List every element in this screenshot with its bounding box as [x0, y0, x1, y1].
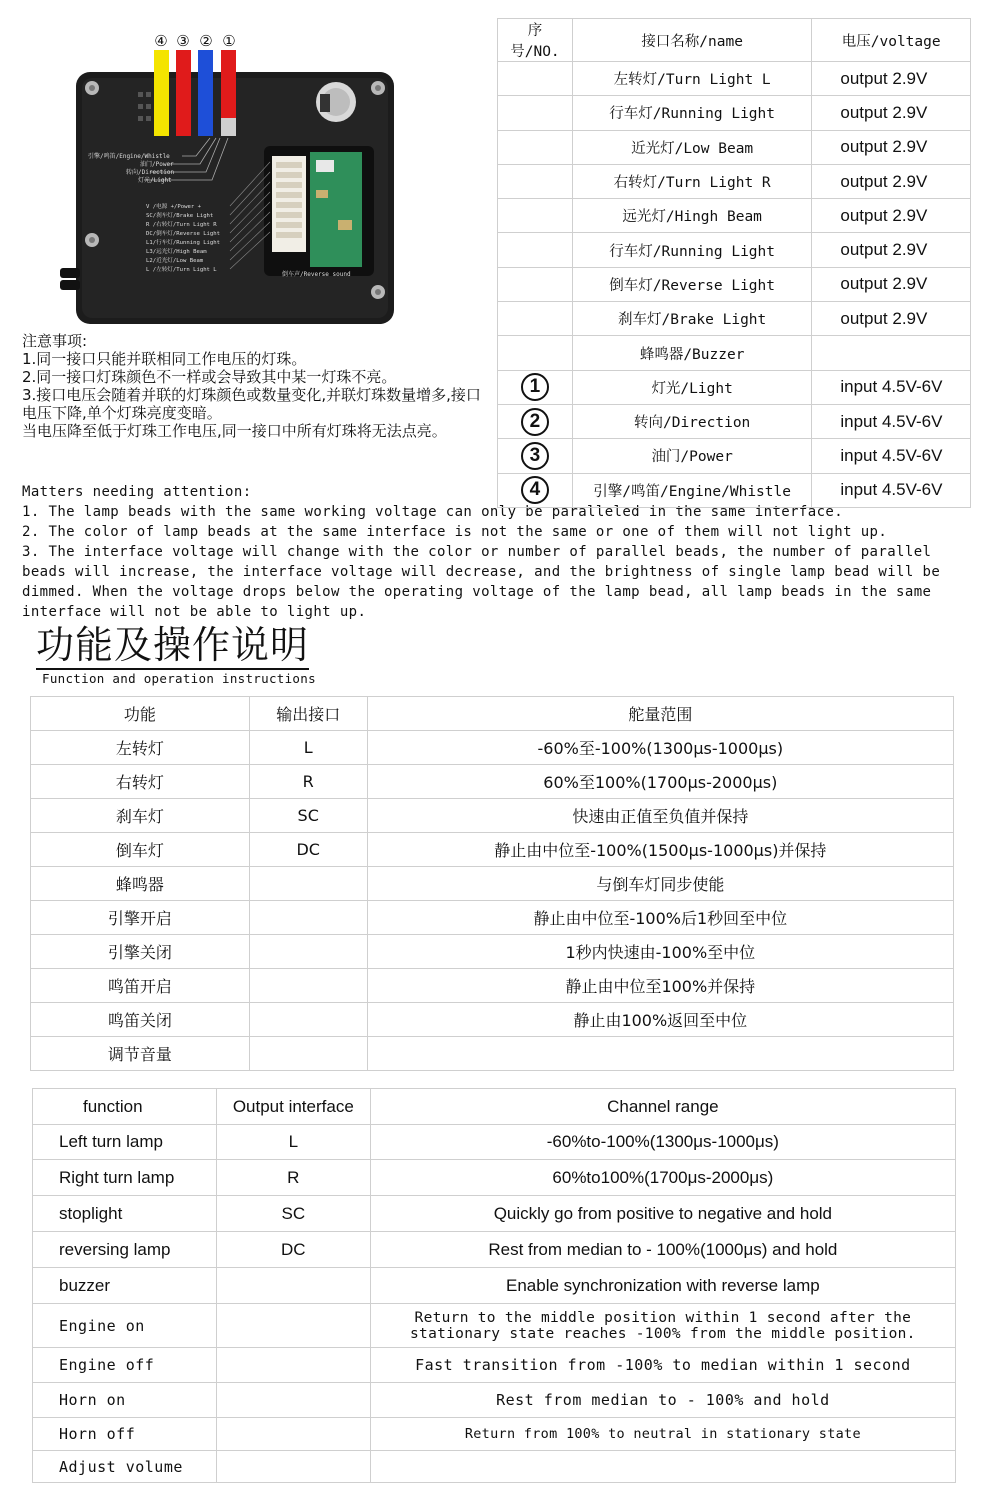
- function-table-chinese: [30, 696, 954, 1071]
- no-cell: [498, 404, 573, 438]
- note-line: 3. The interface voltage will change with the color or number of parallel beads, the number of parallel beads will increase, the interface voltage will decrease, and the brightness of single lamp bead will be dimmed. When the voltage drops below the operating voltage of the lamp bead, all lamp beads in the same interface will not be able to light up.: [22, 544, 941, 620]
- no-cell: [498, 199, 573, 233]
- voltage-cell: output 2.9V: [812, 96, 971, 130]
- range-cell: 静止由100%返回至中位: [367, 1003, 953, 1037]
- table-row: [31, 1037, 954, 1071]
- case-label: 倒车声/Reverse sound: [282, 271, 351, 278]
- range-cell: Rest from median to - 100% and hold: [370, 1383, 955, 1418]
- table-row: [498, 336, 971, 370]
- range-cell: Quickly go from positive to negative and hold: [370, 1196, 955, 1232]
- table-row: [498, 439, 971, 473]
- output-cell: L: [216, 1125, 370, 1160]
- table-row: [498, 302, 971, 336]
- note-line: 3.接口电压会随着并联的灯珠颜色或数量变化,并联灯珠数量增多,接口电压下降,单个灯珠亮度变暗。: [22, 386, 481, 422]
- range-cell: -60%至-100%(1300μs-1000μs): [367, 731, 953, 765]
- function-cell: 引擎开启: [31, 901, 250, 935]
- range-cell: 1秒内快速由-100%至中位: [367, 935, 953, 969]
- function-cell: 右转灯: [31, 765, 250, 799]
- voltage-cell: output 2.9V: [812, 130, 971, 164]
- notes-title: Matters needing attention:: [22, 484, 252, 500]
- output-cell: [216, 1418, 370, 1451]
- no-cell: [498, 130, 573, 164]
- wire-blue: [198, 50, 213, 136]
- range-cell: Fast transition from -100% to median within 1 second: [370, 1348, 955, 1383]
- no-cell: [498, 370, 573, 404]
- output-cell: [216, 1383, 370, 1418]
- no-cell: [498, 62, 573, 96]
- controller-photo: [20, 20, 490, 340]
- table-row: [33, 1160, 956, 1196]
- header-cell: 序号/NO.: [498, 19, 573, 62]
- table-row: [33, 1348, 956, 1383]
- header-cell: 输出接口: [249, 697, 367, 731]
- table-header-row: [31, 697, 954, 731]
- range-cell: 静止由中位至-100%后1秒回至中位: [367, 901, 953, 935]
- table-row: [33, 1196, 956, 1232]
- header-cell: Channel range: [370, 1089, 955, 1125]
- no-cell: [498, 233, 573, 267]
- function-cell: Right turn lamp: [33, 1160, 217, 1196]
- table-row: [31, 799, 954, 833]
- table-row: [33, 1232, 956, 1268]
- table-row: [31, 731, 954, 765]
- output-cell: [249, 1037, 367, 1071]
- range-cell: Return to the middle position within 1 second after the stationary state reaches -100% from the middle position.: [370, 1304, 955, 1348]
- function-cell: 蜂鸣器: [31, 867, 250, 901]
- table-row: [33, 1418, 956, 1451]
- table-row: [498, 404, 971, 438]
- section-title: 功能及操作说明: [36, 622, 309, 670]
- function-cell: 调节音量: [31, 1037, 250, 1071]
- table-row: [33, 1268, 956, 1304]
- name-cell: 油门/Power: [572, 439, 811, 473]
- output-cell: [249, 969, 367, 1003]
- range-cell: 快速由正值至负值并保持: [367, 799, 953, 833]
- name-cell: 行车灯/Running Light: [572, 233, 811, 267]
- output-cell: [249, 901, 367, 935]
- name-cell: 刹车灯/Brake Light: [572, 302, 811, 336]
- function-cell: stoplight: [33, 1196, 217, 1232]
- range-cell: [370, 1451, 955, 1483]
- table-row: [31, 833, 954, 867]
- output-cell: R: [216, 1160, 370, 1196]
- function-cell: reversing lamp: [33, 1232, 217, 1268]
- table-row: [31, 1003, 954, 1037]
- section-subtitle: Function and operation instructions: [42, 671, 316, 686]
- output-cell: SC: [216, 1196, 370, 1232]
- function-cell: 左转灯: [31, 731, 250, 765]
- wire-red-2: [221, 50, 236, 122]
- output-cell: DC: [249, 833, 367, 867]
- case-label: 转向/Direction: [126, 169, 175, 176]
- range-cell: Enable synchronization with reverse lamp: [370, 1268, 955, 1304]
- voltage-cell: input 4.5V-6V: [812, 404, 971, 438]
- note-line: 2. The color of lamp beads at the same interface is not the same or one of them will not light up.: [22, 524, 888, 540]
- voltage-cell: [812, 336, 971, 370]
- range-cell: 60%to100%(1700μs-2000μs): [370, 1160, 955, 1196]
- connector-number: ①: [222, 32, 236, 50]
- number-badge: 1: [521, 373, 549, 401]
- range-cell: 60%至100%(1700μs-2000μs): [367, 765, 953, 799]
- header-cell: function: [33, 1089, 217, 1125]
- output-cell: [249, 867, 367, 901]
- output-cell: [216, 1304, 370, 1348]
- function-cell: Horn off: [33, 1418, 217, 1451]
- function-cell: Engine on: [33, 1304, 217, 1348]
- voltage-cell: output 2.9V: [812, 164, 971, 198]
- no-cell: [498, 302, 573, 336]
- number-badge: 4: [521, 476, 549, 504]
- function-cell: 刹车灯: [31, 799, 250, 833]
- note-line: 1.同一接口只能并联相同工作电压的灯珠。: [22, 350, 307, 368]
- connector-number: ②: [199, 32, 213, 50]
- name-cell: 转向/Direction: [572, 404, 811, 438]
- voltage-cell: output 2.9V: [812, 233, 971, 267]
- connector-number: ④: [154, 32, 168, 50]
- name-cell: 引擎/鸣笛/Engine/Whistle: [572, 473, 811, 507]
- function-cell: Engine off: [33, 1348, 217, 1383]
- function-cell: Horn on: [33, 1383, 217, 1418]
- table-row: [498, 96, 971, 130]
- range-cell: 静止由中位至100%并保持: [367, 969, 953, 1003]
- note-line: 1. The lamp beads with the same working voltage can only be paralleled in the same interface.: [22, 504, 844, 520]
- notes-chinese: [22, 332, 487, 440]
- name-cell: 左转灯/Turn Light L: [572, 62, 811, 96]
- table-row: [498, 267, 971, 301]
- table-row: [31, 935, 954, 969]
- table-row: [33, 1125, 956, 1160]
- table-row: [498, 473, 971, 507]
- header-cell: Output interface: [216, 1089, 370, 1125]
- name-cell: 近光灯/Low Beam: [572, 130, 811, 164]
- notes-title: 注意事项:: [22, 332, 88, 350]
- header-cell: 接口名称/name: [572, 19, 811, 62]
- output-cell: [216, 1451, 370, 1483]
- range-cell: -60%to-100%(1300μs-1000μs): [370, 1125, 955, 1160]
- table-row: [33, 1451, 956, 1483]
- voltage-cell: input 4.5V-6V: [812, 473, 971, 507]
- case-label: 灯光/Light: [138, 177, 172, 184]
- name-cell: 倒车灯/Reverse Light: [572, 267, 811, 301]
- case-label: V /电源 +/Power +: [146, 204, 201, 210]
- output-cell: R: [249, 765, 367, 799]
- function-cell: 鸣笛开启: [31, 969, 250, 1003]
- table-header-row: [33, 1089, 956, 1125]
- table-row: [31, 969, 954, 1003]
- header-cell: 舵量范围: [367, 697, 953, 731]
- range-cell: Return from 100% to neutral in stationary state: [370, 1418, 955, 1451]
- range-cell: 与倒车灯同步使能: [367, 867, 953, 901]
- voltage-cell: output 2.9V: [812, 302, 971, 336]
- table-row: [33, 1383, 956, 1418]
- function-table-english: [32, 1088, 956, 1483]
- header-cell: 功能: [31, 697, 250, 731]
- table-row: [31, 901, 954, 935]
- table-row: [498, 164, 971, 198]
- number-badge: 3: [521, 442, 549, 470]
- table-row: [498, 370, 971, 404]
- name-cell: 灯光/Light: [572, 370, 811, 404]
- header-cell: 电压/voltage: [812, 19, 971, 62]
- voltage-cell: output 2.9V: [812, 267, 971, 301]
- table-row: [498, 130, 971, 164]
- case-label: DC/倒车灯/Reverse Light: [146, 231, 221, 237]
- function-cell: 引擎关闭: [31, 935, 250, 969]
- no-cell: [498, 473, 573, 507]
- name-cell: 蜂鸣器/Buzzer: [572, 336, 811, 370]
- output-cell: DC: [216, 1232, 370, 1268]
- case-label: 引擎/鸣笛/Engine/Whistle: [88, 153, 170, 160]
- voltage-cell: output 2.9V: [812, 62, 971, 96]
- voltage-cell: output 2.9V: [812, 199, 971, 233]
- function-cell: 鸣笛关闭: [31, 1003, 250, 1037]
- note-line: 2.同一接口灯珠颜色不一样或会导致其中某一灯珠不亮。: [22, 368, 397, 386]
- range-cell: 静止由中位至-100%(1500μs-1000μs)并保持: [367, 833, 953, 867]
- output-cell: [216, 1348, 370, 1383]
- case-label: L /左转灯/Turn Light L: [146, 267, 217, 273]
- output-cell: [216, 1268, 370, 1304]
- case-label: L1/行车灯/Running Light: [146, 240, 221, 246]
- wire-red: [176, 50, 191, 136]
- case-label: L2/近光灯/Low Beam: [146, 258, 204, 264]
- table-row: [498, 62, 971, 96]
- function-cell: Adjust volume: [33, 1451, 217, 1483]
- voltage-cell: input 4.5V-6V: [812, 439, 971, 473]
- note-line: 当电压降至低于灯珠工作电压,同一接口中所有灯珠将无法点亮。: [22, 422, 447, 440]
- table-row: [498, 199, 971, 233]
- output-cell: [249, 1003, 367, 1037]
- range-cell: Rest from median to - 100%(1000μs) and hold: [370, 1232, 955, 1268]
- range-cell: [367, 1037, 953, 1071]
- connector-number: ③: [176, 32, 190, 50]
- no-cell: [498, 96, 573, 130]
- no-cell: [498, 267, 573, 301]
- table-row: [31, 765, 954, 799]
- output-cell: SC: [249, 799, 367, 833]
- no-cell: [498, 336, 573, 370]
- name-cell: 行车灯/Running Light: [572, 96, 811, 130]
- name-cell: 右转灯/Turn Light R: [572, 164, 811, 198]
- case-label: 油门/Power: [140, 161, 174, 168]
- voltage-cell: input 4.5V-6V: [812, 370, 971, 404]
- table-row: [33, 1304, 956, 1348]
- table-row: [498, 233, 971, 267]
- function-cell: 倒车灯: [31, 833, 250, 867]
- name-cell: 远光灯/Hingh Beam: [572, 199, 811, 233]
- case-label: L3/远光灯/High Beam: [146, 249, 207, 255]
- table-header-row: [498, 19, 971, 62]
- wire-yellow: [154, 50, 169, 136]
- no-cell: [498, 164, 573, 198]
- output-cell: [249, 935, 367, 969]
- table-row: [31, 867, 954, 901]
- number-badge: 2: [521, 408, 549, 436]
- function-cell: buzzer: [33, 1268, 217, 1304]
- function-cell: Left turn lamp: [33, 1125, 217, 1160]
- output-cell: L: [249, 731, 367, 765]
- case-label: SC/刹车灯/Brake Light: [146, 213, 214, 219]
- no-cell: [498, 439, 573, 473]
- case-label: R /右转灯/Turn Light R: [146, 222, 217, 228]
- interface-table: [497, 18, 971, 508]
